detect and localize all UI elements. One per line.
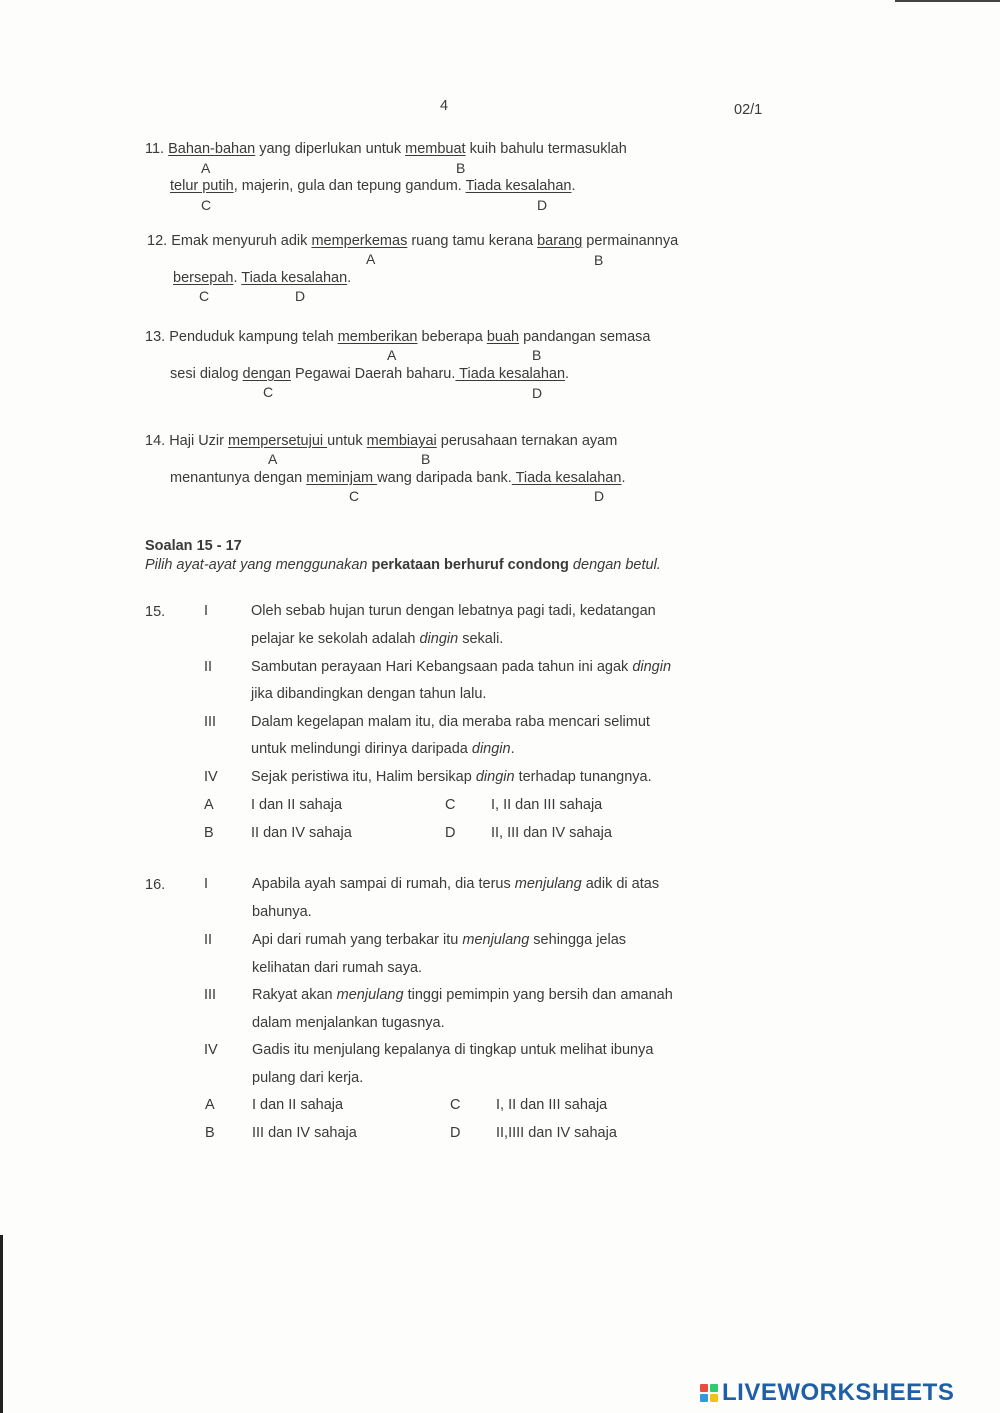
option-text: II,IIII dan IV sahaja (496, 1125, 617, 1141)
italic-word: dingin (471, 741, 511, 757)
question-line (147, 233, 678, 249)
statement-line: pulang dari kerja. (252, 1070, 364, 1086)
question-number: 11. (145, 141, 165, 157)
label-c: C (349, 488, 360, 504)
text: menantunya dengan (170, 470, 307, 486)
text: Haji Uzir (169, 433, 229, 449)
text: . (347, 270, 352, 286)
option-d-word: Tiada kesalahan (511, 470, 622, 486)
question-number: 15. (145, 604, 166, 620)
text: kuih bahulu termasuklah (465, 141, 627, 157)
question-line (145, 141, 627, 157)
option-text: I dan II sahaja (252, 1097, 344, 1113)
text: yang diperlukan untuk (255, 141, 406, 157)
roman-label: II (204, 659, 213, 675)
text: Penduduk kampung telah (169, 329, 338, 345)
roman-label: I (204, 876, 209, 892)
text: . (510, 741, 515, 757)
text: wang daripada bank. (377, 470, 512, 486)
text: Rakyat akan (252, 987, 337, 1003)
label-d: D (537, 197, 548, 213)
option-b-word: membuat (405, 141, 466, 157)
text: Sambutan perayaan Hari Kebangsaan pada tahun ini agak (251, 659, 633, 675)
text: permainannya (582, 233, 679, 249)
paper-code: 02/1 (734, 102, 763, 118)
page-number: 4 (440, 98, 449, 114)
statement-line (252, 932, 626, 948)
option-c-word: dengan (242, 366, 291, 382)
question-line (170, 470, 625, 486)
label-d: D (594, 488, 605, 504)
label-d: D (532, 385, 543, 401)
statement-line (251, 741, 515, 757)
left-edge-bar (0, 1235, 3, 1413)
text: Sejak peristiwa itu, Halim bersikap (251, 769, 476, 785)
label-b: B (456, 160, 466, 176)
text: Api dari rumah yang terbakar itu (252, 932, 463, 948)
option-text: I, II dan III sahaja (496, 1097, 608, 1113)
text: pandangan semasa (519, 329, 651, 345)
question-line (145, 433, 617, 449)
statement-line: jika dibandingkan dengan tahun lalu. (251, 686, 487, 702)
italic-word: dingin (419, 631, 459, 647)
option-letter: C (450, 1097, 461, 1113)
liveworksheets-logo (700, 1380, 954, 1406)
statement-line: Dalam kegelapan malam itu, dia meraba raba mencari selimut (251, 714, 650, 730)
question-line (170, 366, 569, 382)
instruction-text: dengan betul. (568, 557, 661, 573)
statement-line: kelihatan dari rumah saya. (252, 960, 423, 976)
question-number: 12. (147, 233, 168, 249)
text: untuk (327, 433, 367, 449)
logo-square (710, 1394, 718, 1402)
option-c-word: telur putih (170, 178, 234, 194)
liveworksheets-logo-icon (700, 1384, 718, 1402)
text: sehingga jelas (529, 932, 627, 948)
question-number: 14. (145, 433, 166, 449)
roman-label: IV (204, 769, 218, 785)
instruction-bold: perkataan berhuruf condong (371, 557, 569, 573)
option-letter: D (450, 1125, 461, 1141)
italic-word: menjulang (336, 987, 404, 1003)
label-a: A (201, 160, 211, 176)
statement-line (251, 769, 652, 785)
italic-word: menjulang (462, 932, 530, 948)
option-d-word: Tiada kesalahan (465, 178, 572, 194)
roman-label: IV (204, 1042, 218, 1058)
option-letter: B (205, 1125, 215, 1141)
option-letter: A (205, 1097, 215, 1113)
label-c: C (201, 197, 212, 213)
option-letter: D (445, 825, 456, 841)
roman-label: III (204, 714, 217, 730)
text: , majerin, gula dan tepung gandum. (233, 178, 466, 194)
label-a: A (366, 251, 376, 267)
roman-label: II (204, 932, 213, 948)
text: tinggi pemimpin yang bersih dan amanah (403, 987, 673, 1003)
section-title: Soalan 15 - 17 (145, 538, 242, 554)
label-c: C (199, 288, 210, 304)
section-instruction (145, 557, 661, 573)
text: ruang tamu kerana (407, 233, 538, 249)
text: Apabila ayah sampai di rumah, dia terus (252, 876, 515, 892)
option-b-word: barang (537, 233, 583, 249)
label-a: A (387, 347, 397, 363)
option-text: II dan IV sahaja (251, 825, 352, 841)
text: . (233, 270, 242, 286)
question-line (170, 178, 576, 194)
statement-line (251, 631, 503, 647)
label-b: B (532, 347, 542, 363)
text: Pegawai Daerah baharu. (290, 366, 456, 382)
instruction-text: Pilih ayat-ayat yang menggunakan (145, 557, 372, 573)
label-a: A (268, 451, 278, 467)
text: terhadap tunangnya. (514, 769, 652, 785)
question-number: 13. (145, 329, 166, 345)
text: beberapa (417, 329, 487, 345)
label-d: D (295, 288, 306, 304)
statement-line (252, 876, 659, 892)
text: . (621, 470, 626, 486)
option-letter: C (445, 797, 456, 813)
label-b: B (421, 451, 431, 467)
logo-square (710, 1384, 718, 1392)
option-d-word: Tiada kesalahan (455, 366, 566, 382)
text: pelajar ke sekolah adalah (251, 631, 420, 647)
text: adik di atas (581, 876, 660, 892)
statement-line: dalam menjalankan tugasnya. (252, 1015, 445, 1031)
italic-word: dingin (632, 659, 672, 675)
option-text: I, II dan III sahaja (491, 797, 603, 813)
text: perusahaan ternakan ayam (436, 433, 618, 449)
option-text: III dan IV sahaja (252, 1125, 357, 1141)
text: sesi dialog (170, 366, 243, 382)
option-text: II, III dan IV sahaja (491, 825, 612, 841)
question-line (173, 270, 351, 286)
option-d-word: Tiada kesalahan (241, 270, 348, 286)
option-text: I dan II sahaja (251, 797, 343, 813)
italic-word: menjulang (514, 876, 582, 892)
statement-line: Oleh sebab hujan turun dengan lebatnya pagi tadi, kedatangan (251, 603, 656, 619)
statement-line (252, 987, 673, 1003)
text: sekali. (458, 631, 504, 647)
logo-square (700, 1394, 708, 1402)
brand-name: LIVEWORKSHEETS (722, 1379, 955, 1406)
text: untuk melindungi dirinya daripada (251, 741, 472, 757)
italic-word: dingin (475, 769, 515, 785)
option-c-word: meminjam (306, 470, 378, 486)
option-letter: B (204, 825, 214, 841)
statement-line: Gadis itu menjulang kepalanya di tingkap untuk melihat ibunya (252, 1042, 654, 1058)
text: . (571, 178, 576, 194)
option-a-word: memperkemas (311, 233, 408, 249)
statement-line: bahunya. (252, 904, 312, 920)
label-b: B (594, 252, 604, 268)
statement-line (251, 659, 671, 675)
option-letter: A (204, 797, 214, 813)
question-line (145, 329, 651, 345)
option-a-word: mempersetujui (228, 433, 328, 449)
option-b-word: buah (486, 329, 520, 345)
label-c: C (263, 384, 274, 400)
option-b-word: membiayai (366, 433, 437, 449)
question-number: 16. (145, 877, 166, 893)
option-a-word: Bahan-bahan (168, 141, 256, 157)
text: . (565, 366, 570, 382)
option-a-word: memberikan (337, 329, 418, 345)
text: Emak menyuruh adik (171, 233, 312, 249)
logo-square (700, 1384, 708, 1392)
option-c-word: bersepah (173, 270, 234, 286)
roman-label: III (204, 987, 217, 1003)
roman-label: I (204, 603, 209, 619)
top-edge-line (895, 0, 1000, 2)
